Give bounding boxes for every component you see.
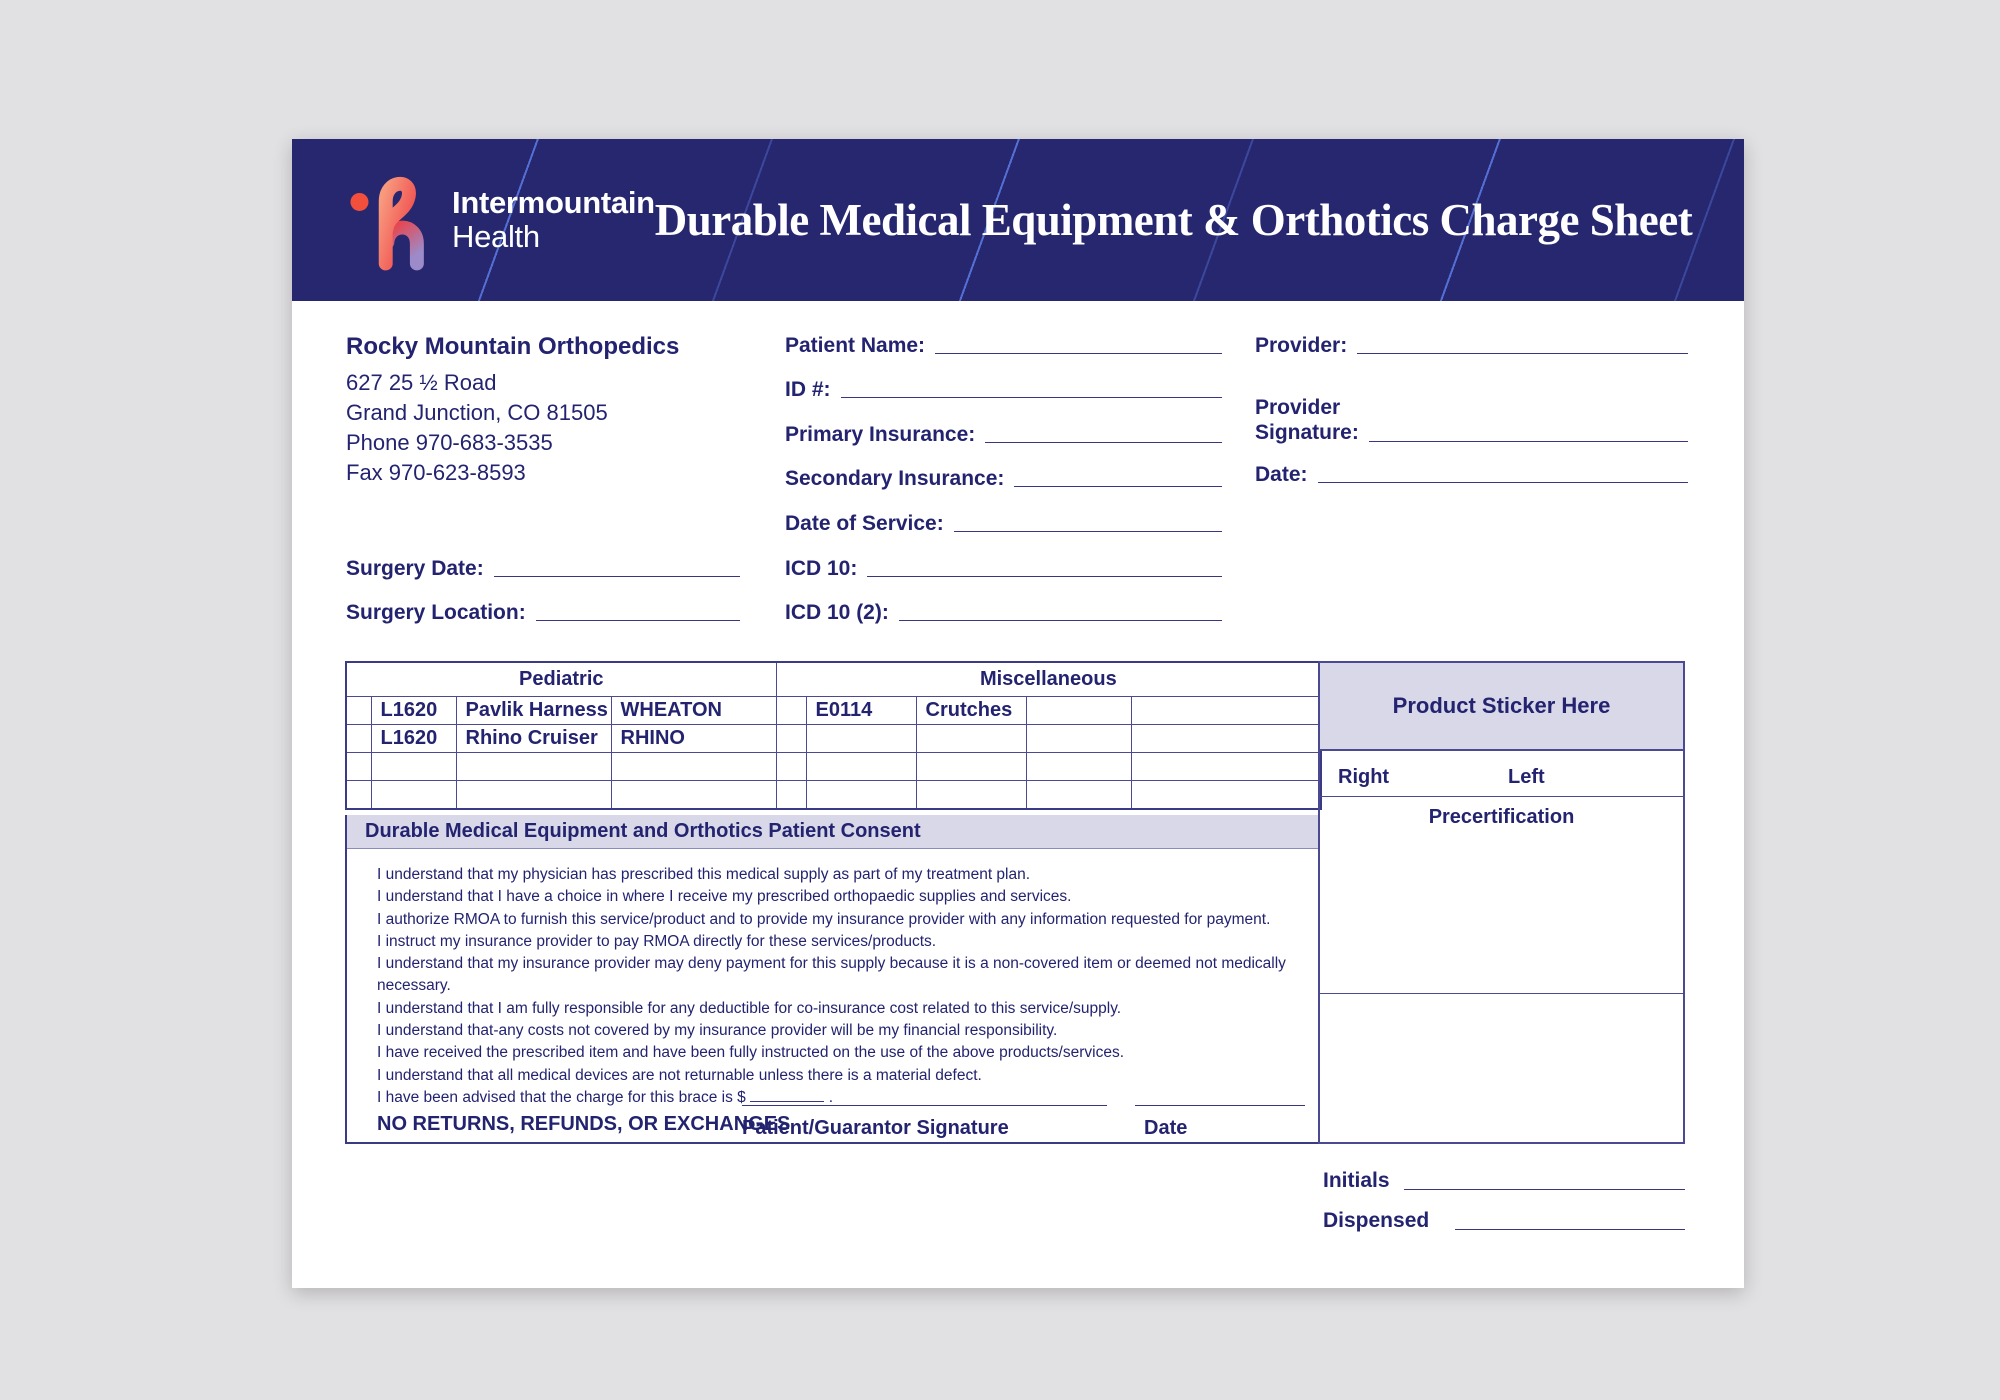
consent-line: I understand that my physician has prescribed this medical supply as part of my treatment plan.	[377, 866, 1031, 883]
consent-charge-suffix: .	[828, 1088, 834, 1106]
empty-cell	[371, 753, 456, 781]
provider-signature-label	[1255, 395, 1359, 445]
field-surgery-location	[346, 598, 740, 624]
consent-line: I understand that I am fully responsible for any deductible for co-insurance cost related to this service/supply.	[377, 999, 1122, 1017]
icd10-blank[interactable]	[867, 576, 1222, 577]
secondary-insurance-label: Secondary Insurance:	[785, 467, 1005, 490]
brand-name-line1: Intermountain	[452, 185, 655, 220]
clinic-fax: Fax 970-623-8593	[346, 460, 526, 485]
provider-label: Provider:	[1255, 334, 1348, 357]
patient-signature-label: Patient/Guarantor Signature	[742, 1117, 1009, 1139]
empty-cell	[916, 753, 1026, 781]
signature-date-blank[interactable]	[1135, 1105, 1305, 1106]
patient-name-label: Patient Name:	[785, 334, 926, 357]
brand-name	[452, 186, 655, 254]
empty-cell	[1131, 725, 1321, 753]
dispensed-label: Dispensed	[1323, 1209, 1430, 1232]
field-provider	[1255, 331, 1688, 357]
surgery-location-blank[interactable]	[536, 620, 740, 621]
empty-cell	[1131, 753, 1321, 781]
field-date-of-service	[785, 509, 1222, 535]
product-sticker-box	[1318, 661, 1685, 751]
page-title: Durable Medical Equipment & Orthotics Charge Sheet	[654, 195, 1693, 245]
id-number-blank[interactable]	[841, 397, 1222, 398]
empty-cell	[1131, 781, 1321, 810]
group-header-miscellaneous: Miscellaneous	[776, 662, 1321, 697]
table-row	[346, 725, 1321, 753]
consent-line: I have received the prescribed item and have been fully instructed on the use of the above products/services.	[377, 1044, 1125, 1062]
provider-blank[interactable]	[1357, 353, 1688, 354]
check-cell	[346, 697, 371, 725]
empty-cell	[806, 753, 916, 781]
intermountain-health-logo-icon	[348, 166, 430, 274]
clinic-address-block	[346, 332, 679, 488]
patient-name-blank[interactable]	[935, 353, 1222, 354]
no-returns-notice: NO RETURNS, REFUNDS, OR EXCHANGES	[377, 1113, 791, 1136]
date-of-service-blank[interactable]	[954, 531, 1222, 532]
surgery-date-blank[interactable]	[494, 576, 740, 577]
empty-cell	[916, 781, 1026, 810]
empty-cell	[1026, 697, 1131, 725]
empty-cell	[346, 781, 371, 810]
surgery-location-label: Surgery Location:	[346, 601, 526, 624]
field-secondary-insurance	[785, 464, 1222, 490]
provider-signature-label-line2: Signature:	[1255, 421, 1359, 444]
empty-cell	[776, 753, 806, 781]
empty-cell	[611, 781, 776, 810]
charge-sheet-page	[292, 139, 1744, 1288]
consent-line: I understand that all medical devices are not returnable unless there is a material defect.	[377, 1066, 982, 1084]
left-option[interactable]: Left	[1508, 766, 1545, 788]
code-cell	[806, 725, 916, 753]
secondary-insurance-blank[interactable]	[1014, 486, 1222, 487]
initials-blank[interactable]	[1404, 1189, 1685, 1190]
field-id-number	[785, 375, 1222, 401]
item-cell: Crutches	[916, 697, 1026, 725]
group-header-pediatric: Pediatric	[346, 662, 776, 697]
primary-insurance-label: Primary Insurance:	[785, 423, 976, 446]
empty-cell	[346, 753, 371, 781]
field-icd10-2	[785, 598, 1222, 624]
brand-cell: RHINO	[611, 725, 776, 753]
brand-cell: WHEATON	[611, 697, 776, 725]
consent-statements	[347, 849, 1318, 1136]
provider-signature-label-line1: Provider	[1255, 396, 1341, 419]
initials-label: Initials	[1323, 1169, 1390, 1192]
consent-charge-prefix: I have been advised that the charge for this brace is $	[377, 1088, 746, 1106]
empty-cell	[806, 781, 916, 810]
icd10-2-label: ICD 10 (2):	[785, 601, 889, 624]
empty-cell	[456, 753, 611, 781]
table-row	[346, 781, 1321, 810]
empty-cell	[1026, 753, 1131, 781]
field-dispensed	[1323, 1207, 1685, 1233]
brand-lockup	[348, 166, 655, 274]
field-provider-signature	[1255, 395, 1688, 445]
item-cell: Rhino Cruiser	[456, 725, 611, 753]
surgery-date-label: Surgery Date:	[346, 557, 484, 580]
table-row	[346, 697, 1321, 725]
right-left-row	[1320, 751, 1683, 797]
empty-cell	[611, 753, 776, 781]
table-row	[346, 753, 1321, 781]
field-surgery-date	[346, 554, 740, 580]
table-group-header-row	[346, 662, 1321, 697]
dispensed-blank[interactable]	[1455, 1229, 1685, 1230]
signature-date-label: Date	[1144, 1117, 1188, 1139]
empty-cell	[776, 781, 806, 810]
clinic-address-line2: Grand Junction, CO 81505	[346, 400, 608, 425]
notes-box	[1320, 994, 1683, 1142]
clinic-name: Rocky Mountain Orthopedics	[346, 333, 680, 360]
code-cell: L1620	[371, 697, 456, 725]
field-patient-name	[785, 331, 1222, 357]
icd10-2-blank[interactable]	[899, 620, 1222, 621]
clinic-phone: Phone 970-683-3535	[346, 430, 553, 455]
check-cell	[776, 725, 806, 753]
consent-line: I authorize RMOA to furnish this service/product and to provide my insurance provider with any information requested for payment.	[377, 910, 1271, 928]
side-panel	[1318, 751, 1685, 1144]
check-cell	[346, 725, 371, 753]
empty-cell	[1026, 725, 1131, 753]
code-cell: L1620	[371, 725, 456, 753]
field-provider-date	[1255, 460, 1688, 486]
code-cell: E0114	[806, 697, 916, 725]
item-cell	[916, 725, 1026, 753]
id-number-label: ID #:	[785, 378, 831, 401]
product-sticker-label: Product Sticker Here	[1392, 693, 1611, 718]
empty-cell	[456, 781, 611, 810]
field-primary-insurance	[785, 420, 1222, 446]
patient-signature-blank[interactable]	[742, 1105, 1107, 1106]
empty-cell	[1131, 697, 1321, 725]
consent-line: I instruct my insurance provider to pay RMOA directly for these services/products.	[377, 932, 937, 950]
precertification-box	[1320, 797, 1683, 994]
charge-table	[345, 661, 1322, 810]
field-initials	[1323, 1167, 1685, 1193]
brand-name-line2: Health	[452, 219, 540, 254]
consent-line: I understand that my insurance provider may deny payment for this supply because it is a non-covered item or deemed not medically necessary.	[377, 955, 1286, 995]
icd10-label: ICD 10:	[785, 557, 858, 580]
field-icd10	[785, 554, 1222, 580]
patient-consent-section	[345, 815, 1320, 1144]
header-band	[292, 139, 1744, 301]
empty-cell	[1026, 781, 1131, 810]
clinic-address-line1: 627 25 ½ Road	[346, 370, 497, 395]
provider-date-blank[interactable]	[1318, 482, 1688, 483]
provider-signature-blank[interactable]	[1369, 441, 1688, 442]
consent-line: I understand that-any costs not covered by my insurance provider will be my financial responsibility.	[377, 1022, 1058, 1040]
primary-insurance-blank[interactable]	[985, 442, 1222, 443]
provider-date-label: Date:	[1255, 463, 1308, 486]
consent-line: I understand that I have a choice in where I receive my prescribed orthopaedic supplies and services.	[377, 888, 1072, 906]
right-option[interactable]: Right	[1338, 766, 1390, 788]
charge-amount-blank[interactable]	[750, 1089, 824, 1102]
consent-heading: Durable Medical Equipment and Orthotics Patient Consent	[347, 815, 1318, 849]
empty-cell	[371, 781, 456, 810]
precertification-label: Precertification	[1428, 806, 1575, 828]
item-cell: Pavlik Harness	[456, 697, 611, 725]
date-of-service-label: Date of Service:	[785, 512, 944, 535]
check-cell	[776, 697, 806, 725]
